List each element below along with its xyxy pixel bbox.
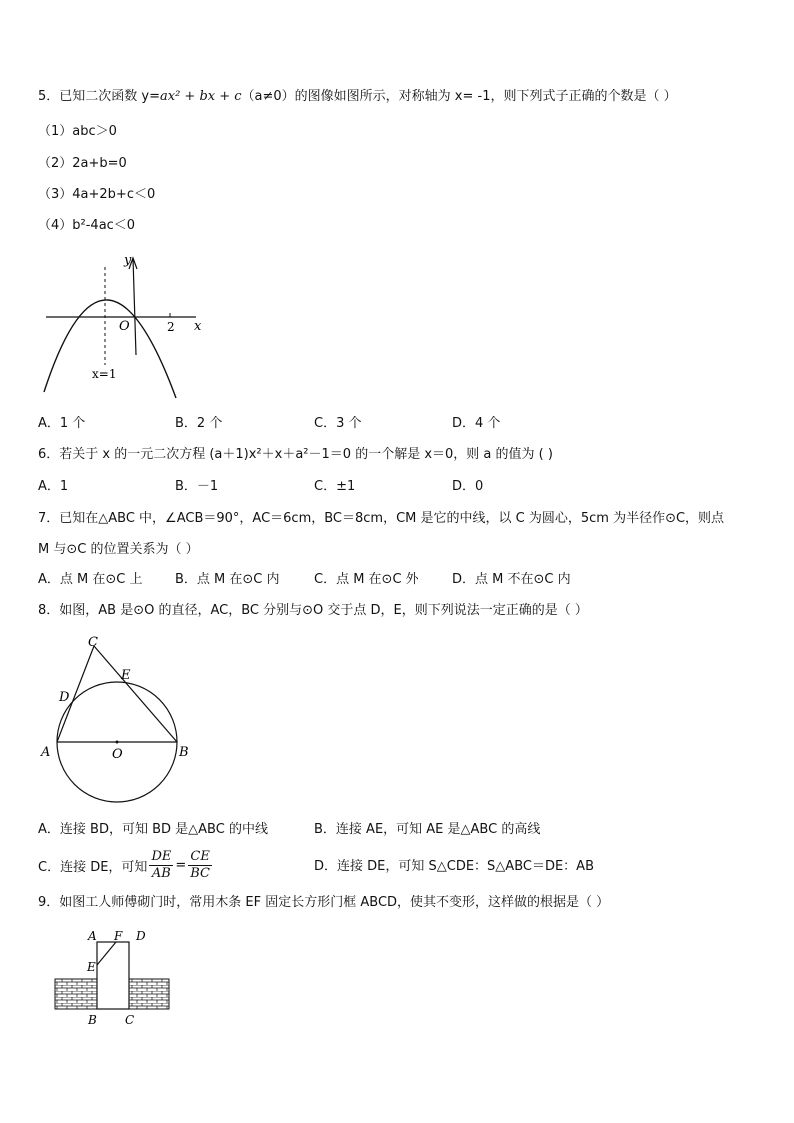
q9-label-f: F [114, 929, 123, 943]
q8-label-e: E [121, 668, 131, 683]
q5-item-2: （2）2a+b=0 [38, 156, 127, 171]
q7-stem-line1: 7．已知在△ABC 中，∠ACB＝90°，AC＝6cm，BC＝8cm，CM 是它的中线，以 C 为圆心，5cm 为半径作⊙C，则点 [38, 511, 725, 526]
q8-stem: 8．如图，AB 是⊙O 的直径，AC，BC 分别与⊙O 交于点 D，E，则下列说法一定正确的是（ ） [38, 603, 588, 618]
q5-item-3: （3）4a+2b+c＜0 [38, 187, 156, 202]
q6-option-a: A．1 [38, 479, 69, 494]
q8-option-a: A．连接 BD，可知 BD 是△ABC 的中线 [38, 822, 268, 837]
q5-option-b: B．2 个 [175, 416, 223, 431]
q8-option-d: D．连接 DE，可知 S△CDE：S△ABC＝DE：AB [314, 859, 594, 874]
q5-option-a: A．1 个 [38, 416, 86, 431]
q8-option-c-fraction-2: $\frac{CE}{BC}$ [190, 849, 211, 881]
q5-y-axis [133, 258, 136, 355]
q5-x-label: x [194, 319, 202, 334]
q8-option-c-prefix: C．连接 DE，可知 [38, 860, 148, 875]
q5-tick-label: 2 [167, 320, 175, 334]
q9-label-e: E [87, 960, 96, 974]
q5-option-c: C．3 个 [314, 416, 362, 431]
q8-option-c-fraction-1: $\frac{DE}{AB}$ [151, 849, 172, 881]
q5-origin-label: O [119, 319, 130, 334]
q5-item-1: （1）abc＞0 [38, 124, 117, 139]
q5-stem: 5．已知二次函数 y=ax² + bx + c（a≠0）的图像如图所示，对称轴为 x= -1，则下列式子正确的个数是（ ） [38, 89, 677, 104]
q8-label-b: B [179, 745, 189, 760]
q6-option-d: D．0 [452, 479, 484, 494]
q6-option-b: B．－1 [175, 479, 219, 494]
q5-parabola [44, 300, 176, 398]
q8-label-d: D [59, 690, 70, 705]
q8-label-a: A [41, 745, 51, 760]
q7-option-a: A．点 M 在⊙C 上 [38, 572, 143, 587]
q5-axis-line-label: x=1 [92, 367, 117, 381]
q9-left-wall [55, 979, 97, 1009]
q8-option-c: C．连接 DE，可知 $\frac{DE}{AB}$ = $\frac{CE}{BC}$ [38, 849, 211, 881]
q8-center-dot [116, 741, 119, 744]
q9-label-c: C [125, 1013, 135, 1027]
q7-option-b: B．点 M 在⊙C 内 [175, 572, 280, 587]
q8-circle-figure [38, 632, 208, 812]
q5-y-label: y [124, 253, 132, 268]
q9-label-d: D [136, 929, 146, 943]
q8-label-c: C [88, 635, 98, 650]
q9-door-frame [97, 942, 129, 1009]
q8-side-bc [94, 646, 177, 742]
q5-option-d: D．4 个 [452, 416, 501, 431]
q7-option-c: C．点 M 在⊙C 外 [314, 572, 419, 587]
q7-option-d: D．点 M 不在⊙C 内 [452, 572, 571, 587]
q6-stem: 6．若关于 x 的一元二次方程 (a＋1)x²＋x＋a²－1＝0 的一个解是 x＝0，则 a 的值为 ( ) [38, 447, 553, 462]
q8-label-o: O [112, 747, 123, 762]
q9-stem: 9．如图工人师傅砌门时，常用木条 EF 固定长方形门框 ABCD，使其不变形，这样做的根据是（ ） [38, 895, 610, 910]
q9-right-wall [129, 979, 169, 1009]
q9-label-a: A [88, 929, 97, 943]
q5-item-4: （4）b²-4ac＜0 [38, 218, 136, 233]
q7-stem-line2: M 与⊙C 的位置关系为（ ） [38, 542, 199, 557]
q6-option-c: C．±1 [314, 479, 356, 494]
q5-parabola-figure [38, 250, 218, 400]
q9-label-b: B [88, 1013, 97, 1027]
q9-door-frame-figure [50, 925, 180, 1030]
q8-option-b: B．连接 AE，可知 AE 是△ABC 的高线 [314, 822, 541, 837]
